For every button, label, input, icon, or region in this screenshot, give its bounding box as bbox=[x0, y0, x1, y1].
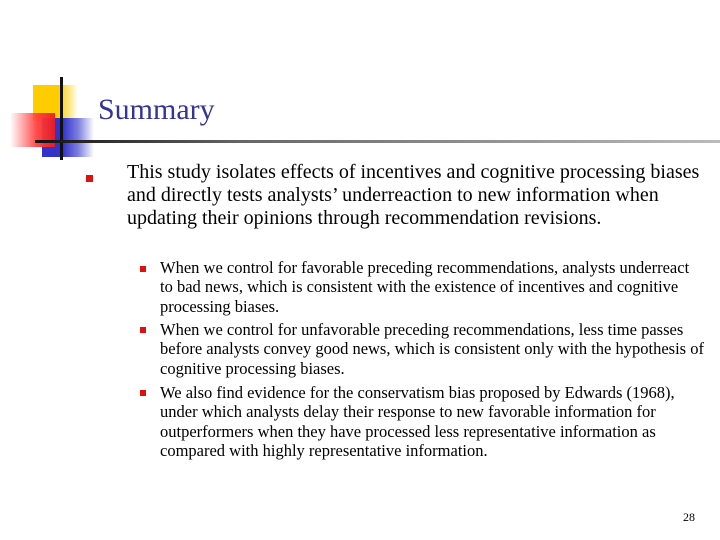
sub-bullet-text: When we control for favorable preceding recommendations, analysts underreact to bad news, which is consistent with the existence of incentives and cognitive processing biases. bbox=[160, 258, 690, 316]
bullet-icon bbox=[140, 390, 146, 396]
slide-title: Summary bbox=[98, 93, 215, 126]
sub-bullet-text: When we control for unfavorable preceding recommendations, less time passes before analysts convey good news, which is consistent only with the hypothesis of cognitive processing biases. bbox=[160, 320, 704, 378]
bullet-icon bbox=[140, 327, 146, 333]
title-underline bbox=[35, 140, 720, 143]
main-bullet-text: This study isolates effects of incentives and cognitive processing biases and directly tests analysts’ underreaction to new information when updating their opinions through recommendation revisions. bbox=[127, 161, 700, 229]
bullet-icon bbox=[140, 266, 146, 272]
bullet-icon bbox=[86, 175, 93, 182]
sub-bullet-text: We also find evidence for the conservatism bias proposed by Edwards (1968), under which analysts delay their response to new favorable information for outperformers when they have processed less representative information as compared with highly representative information. bbox=[160, 383, 675, 461]
logo-vertical-line bbox=[60, 77, 63, 160]
page-number: 28 bbox=[683, 510, 695, 524]
